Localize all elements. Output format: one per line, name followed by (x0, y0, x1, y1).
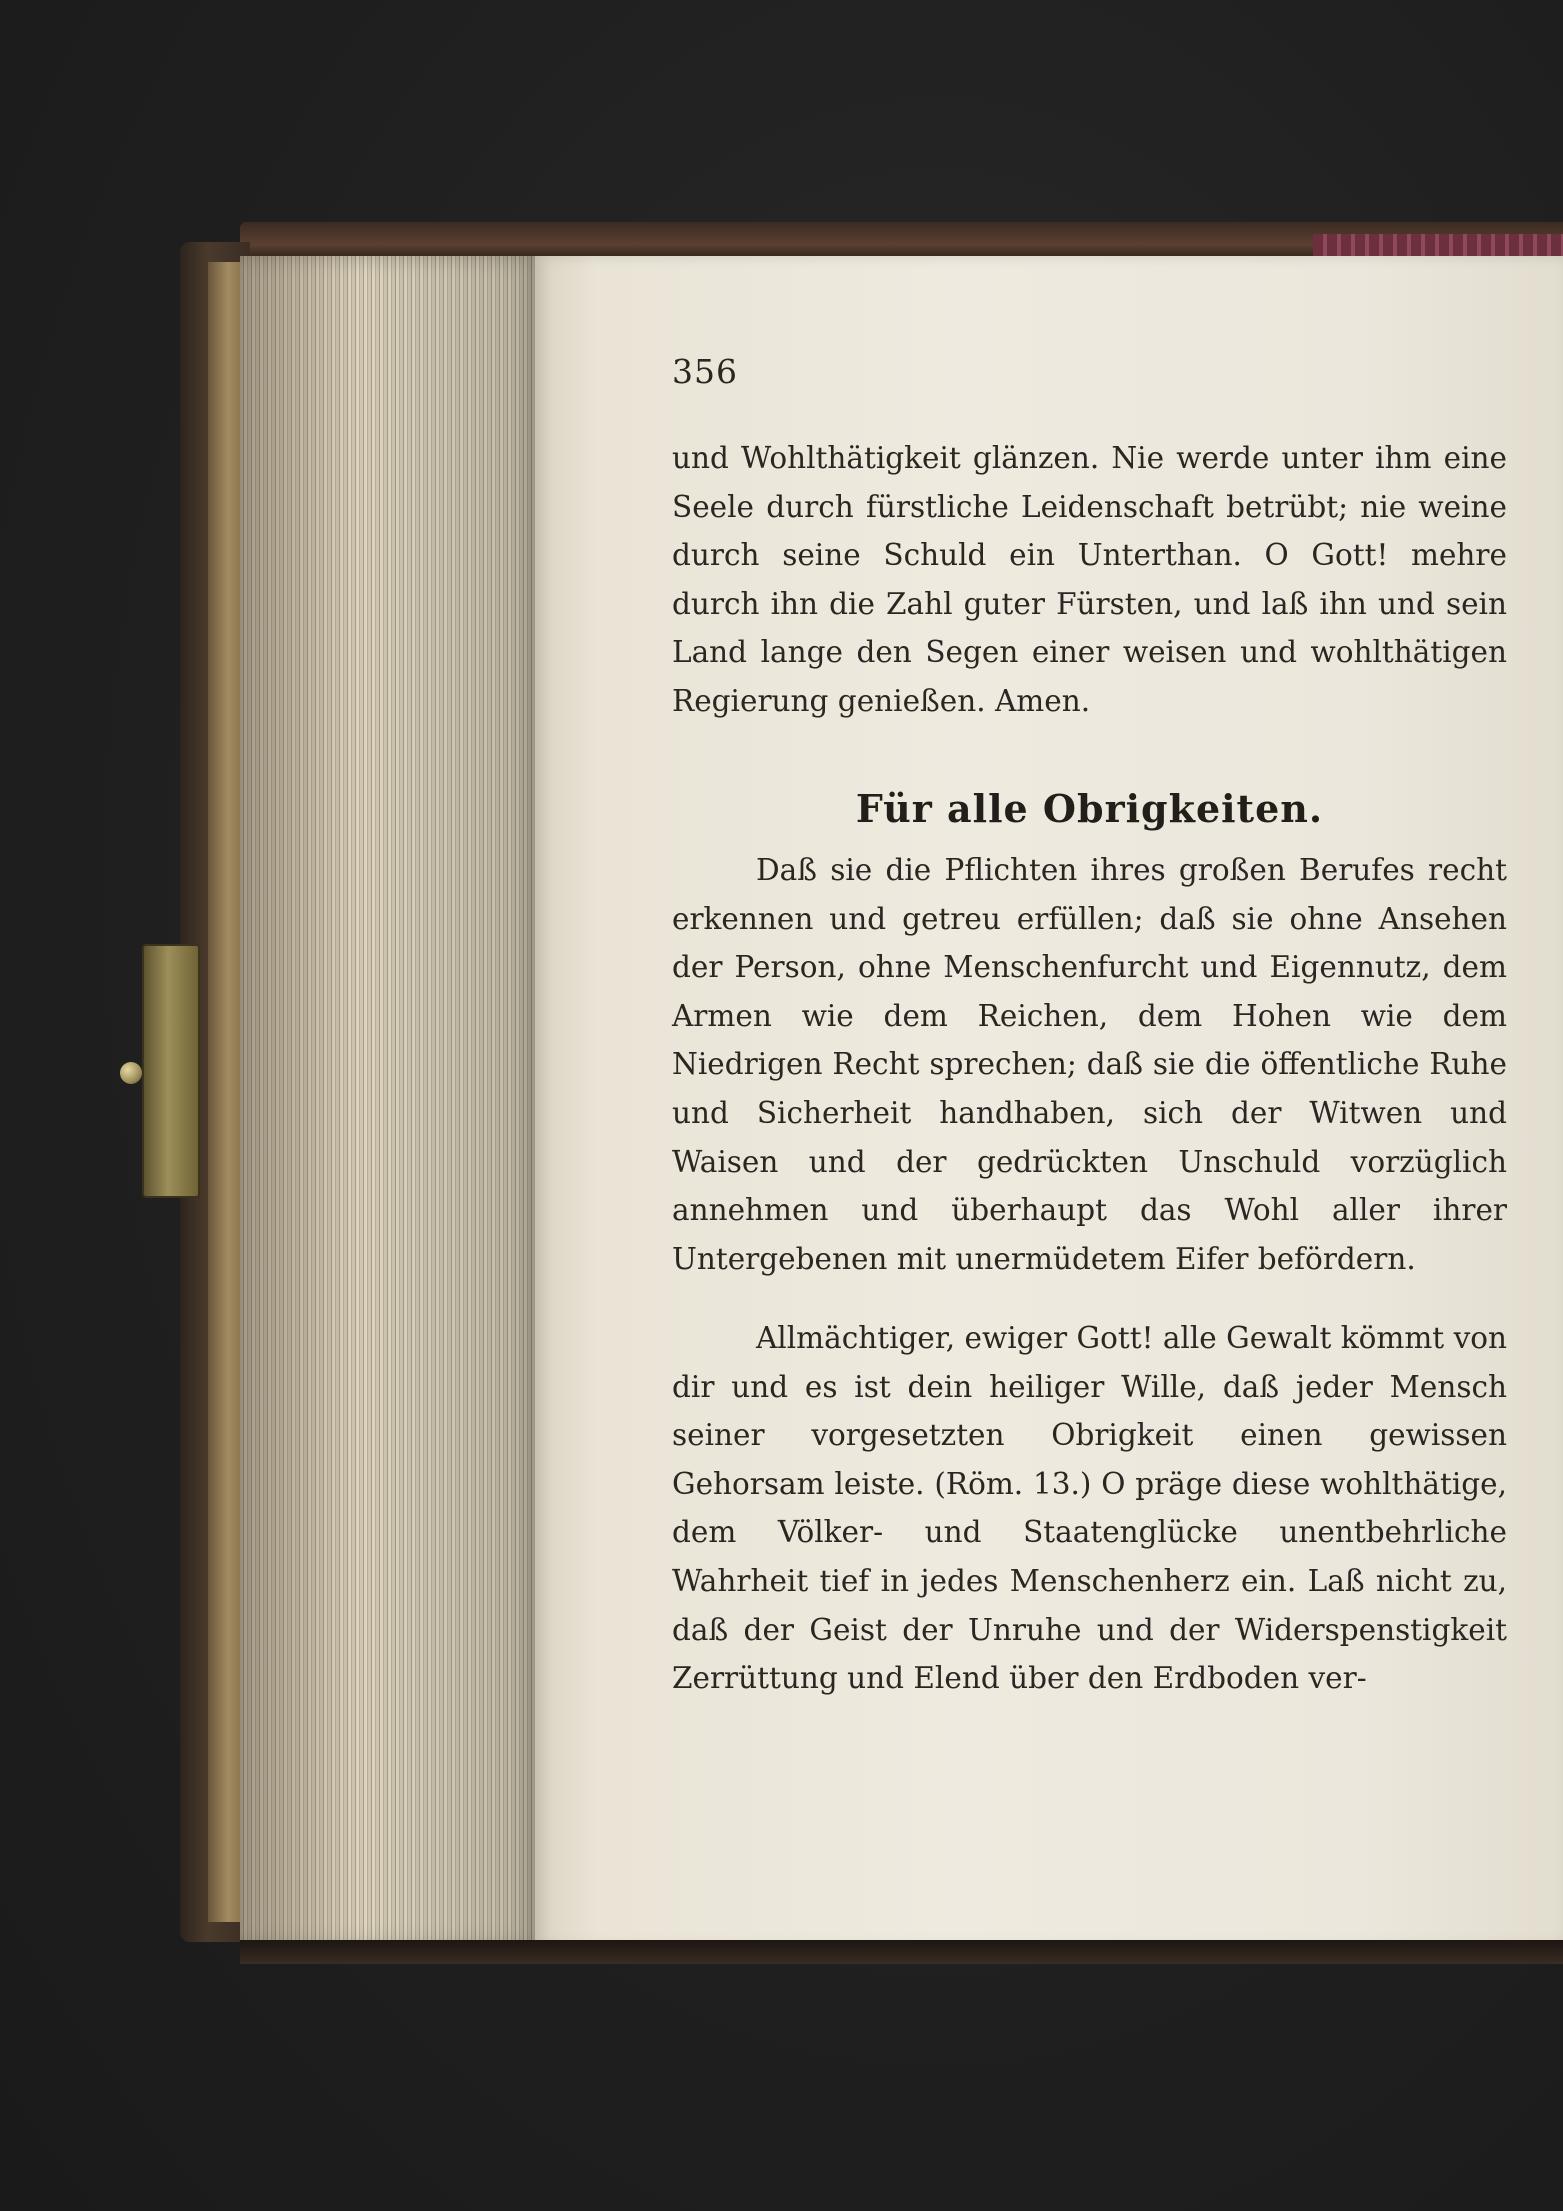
paragraph-continuation: und Wohlthätigkeit glänzen. Nie werde unter ihm eine Seele durch fürstliche Leidenschaft betrübt; nie weine durch seine Schuld ein Unterthan. O Gott! mehre durch ihn die Zahl guter Fürsten, und laß ihn und sein Land lange den Segen einer weisen und wohlthätigen Regierung genießen. Amen. (672, 441, 1507, 718)
book-cover-bottom (240, 1940, 1563, 1964)
section-heading: Für alle Obrigkeiten. (855, 786, 1324, 831)
clasp-knob (120, 1062, 142, 1084)
paragraph-duties: Daß sie die Pflichten ihres großen Berufes recht erkennen und getreu erfüllen; daß sie ohne Ansehen der Person, ohne Menschenfurcht und Eigennutz, dem Armen wie dem Reichen, dem Hohen wie dem Niedrigen Recht sprechen; daß sie die öffentliche Ruhe und Sicherheit handhaben, sich der Witwen und Waisen und der gedrückten Unschuld vorzüglich annehmen und überhaupt das Wohl aller ihrer Untergebenen mit unermüdetem Eifer befördern. (672, 853, 1507, 1276)
book-clasp (142, 944, 200, 1198)
page-stack-shadow (240, 256, 540, 1946)
paragraph-prayer: Allmächtiger, ewiger Gott! alle Gewalt kömmt von dir und es ist dein heiliger Wille, daß jeder Mensch seiner vorgesetzten Obrigkeit einen gewissen Gehorsam leiste. (Röm. 13.) O präge diese wohlthätige, dem Völker- und Staatenglücke unentbehrliche Wahrheit tief in jedes Menschenherz ein. Laß nicht zu, daß der Geist der Unruhe und der Widerspenstigkeit Zerrüttung und Elend über den Erdboden ver- (672, 1321, 1507, 1696)
page-number: 356 (672, 352, 738, 391)
